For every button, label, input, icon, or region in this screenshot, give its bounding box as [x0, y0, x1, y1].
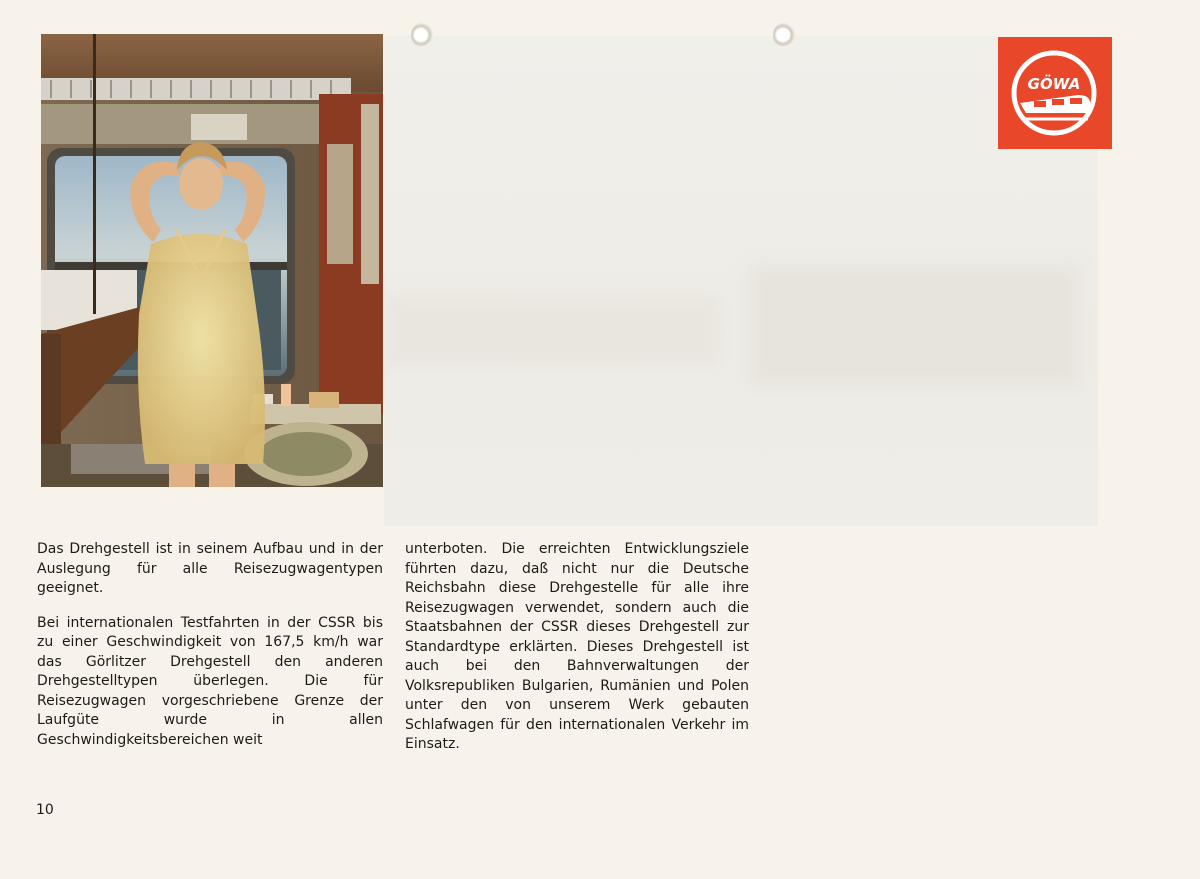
goewa-logo — [998, 37, 1112, 149]
paragraph: unterboten. Die erreichten Entwicklungsziele führten dazu, daß nicht nur die Deutsche Reichsbahn diese Drehgestelle für alle ihre Reisezugwagen verwendet, sondern auch die Staatsbahnen der CSSR dieses Drehgestell zur Standardtype erklärten. Dieses Drehgestell ist auch bei den Bahnverwaltungen der Volksrepubliken Bulgarien, Rumänien und Polen unter den von unserem Werk gebauten Schlafwagen für den internationalen Verkehr im Einsatz. — [405, 541, 749, 752]
paragraph: Bei internationalen Testfahrten in der CSSR bis zu einer Geschwindigkeit von 167,5 km/h war das Görlitzer Drehgestell den anderen Drehgestelltypen überlegen. Die für Reisezugwagen vorgeschriebene Grenze der Laufgüte wurde in allen Geschwindigkeitsbereichen weit — [37, 614, 383, 748]
text-column-1 — [37, 540, 383, 765]
svg-text:GÖWA: GÖWA — [1027, 75, 1081, 93]
text-column-2 — [405, 540, 749, 770]
page-number: 10 — [36, 802, 54, 818]
compartment-photo — [41, 34, 383, 487]
binding-hole — [773, 22, 795, 48]
binding-hole — [411, 22, 433, 48]
show-through-shape — [388, 296, 718, 366]
paragraph: Das Drehgestell ist in seinem Aufbau und in der Auslegung für alle Reisezugwagentypen geeignet. — [37, 541, 383, 596]
show-through-shape — [750, 266, 1080, 386]
